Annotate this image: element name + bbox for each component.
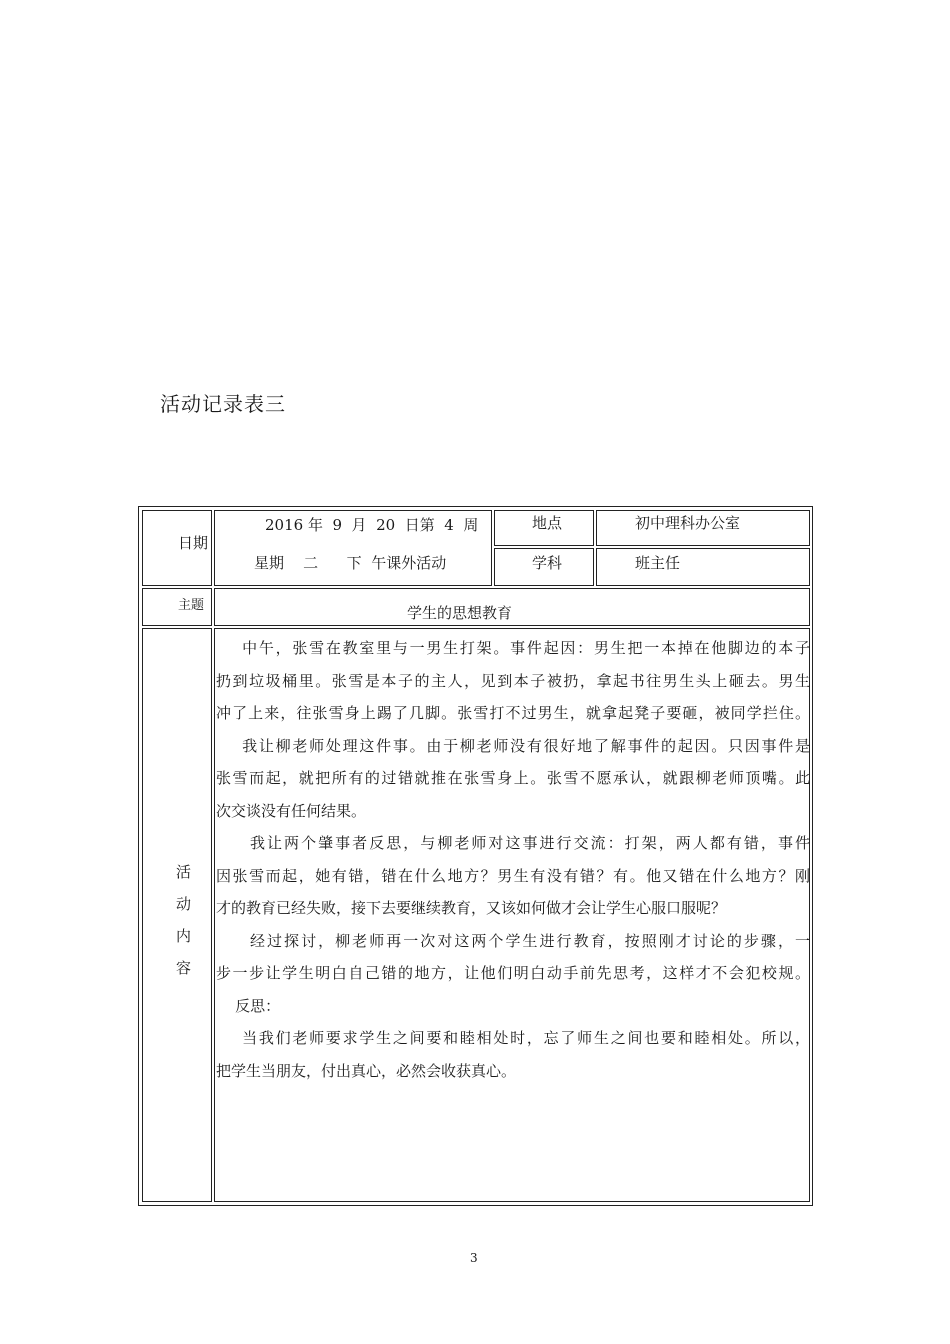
content-label-char-2: 动 — [176, 895, 192, 913]
subject-label: 学科 — [532, 554, 563, 572]
theme-label: 主题 — [178, 598, 205, 613]
subject-value-cell — [596, 548, 810, 586]
content-line: 我让柳老师处理这件事。由于柳老师没有很好地了解事件的起因。只因事件是 — [216, 736, 810, 755]
content-line: 扔到垃圾桶里。张雪是本子的主人，见到本子被扔，拿起书往男生头上砸去。男生 — [216, 671, 810, 690]
document-title: 活动记录表三 — [160, 392, 286, 416]
content-line: 因张雪而起，她有错，错在什么地方？男生有没有错？有。他又错在什么地方？刚 — [216, 866, 810, 885]
date-line-1: 2016 年 9 月 20 日第 4 周 — [265, 516, 479, 534]
content-line: 张雪而起，就把所有的过错就推在张雪身上。张雪不愿承认，就跟柳老师顶嘴。此 — [216, 769, 810, 787]
date-label: 日期 — [178, 534, 209, 552]
page-number: 3 — [470, 1251, 478, 1265]
location-label: 地点 — [532, 514, 563, 532]
content-line: 冲了上来，往张雪身上踢了几脚。张雪打不过男生，就拿起凳子要砸，被同学拦住。 — [216, 704, 810, 722]
theme-value: 学生的思想教育 — [407, 604, 513, 622]
content-line: 步一步让学生明白自己错的地方，让他们明白动手前先思考，这样才不会犯校规。 — [216, 964, 810, 982]
content-label-char-4: 容 — [176, 959, 192, 977]
subject-value: 班主任 — [635, 554, 681, 572]
location-value: 初中理科办公室 — [635, 514, 741, 532]
content-line: 中午，张雪在教室里与一男生打架。事件起因：男生把一本掉在他脚边的本子 — [216, 639, 810, 657]
activity-content — [216, 632, 810, 1087]
content-label-char-3: 内 — [176, 927, 192, 945]
content-label-cell — [142, 628, 212, 1202]
content-label-char-1: 活 — [176, 863, 192, 881]
content-line: 次交谈没有任何结果。 — [216, 801, 367, 820]
content-line: 我让两个肇事者反思，与柳老师对这事进行交流：打架，两人都有错，事件 — [216, 834, 810, 852]
content-line: 才的教育已经失败，接下去要继续教育，又该如何做才会让学生心服口服呢？ — [216, 899, 727, 917]
content-line: 把学生当朋友，付出真心，必然会收获真心。 — [216, 1061, 517, 1080]
content-line: 反思： — [216, 996, 281, 1015]
date-line-2: 星期 二 下 午课外活动 — [254, 554, 447, 572]
content-line: 当我们老师要求学生之间要和睦相处时，忘了师生之间也要和睦相处。所以， — [216, 1029, 810, 1047]
content-line: 经过探讨，柳老师再一次对这两个学生进行教育，按照刚才讨论的步骤，一 — [216, 931, 810, 950]
